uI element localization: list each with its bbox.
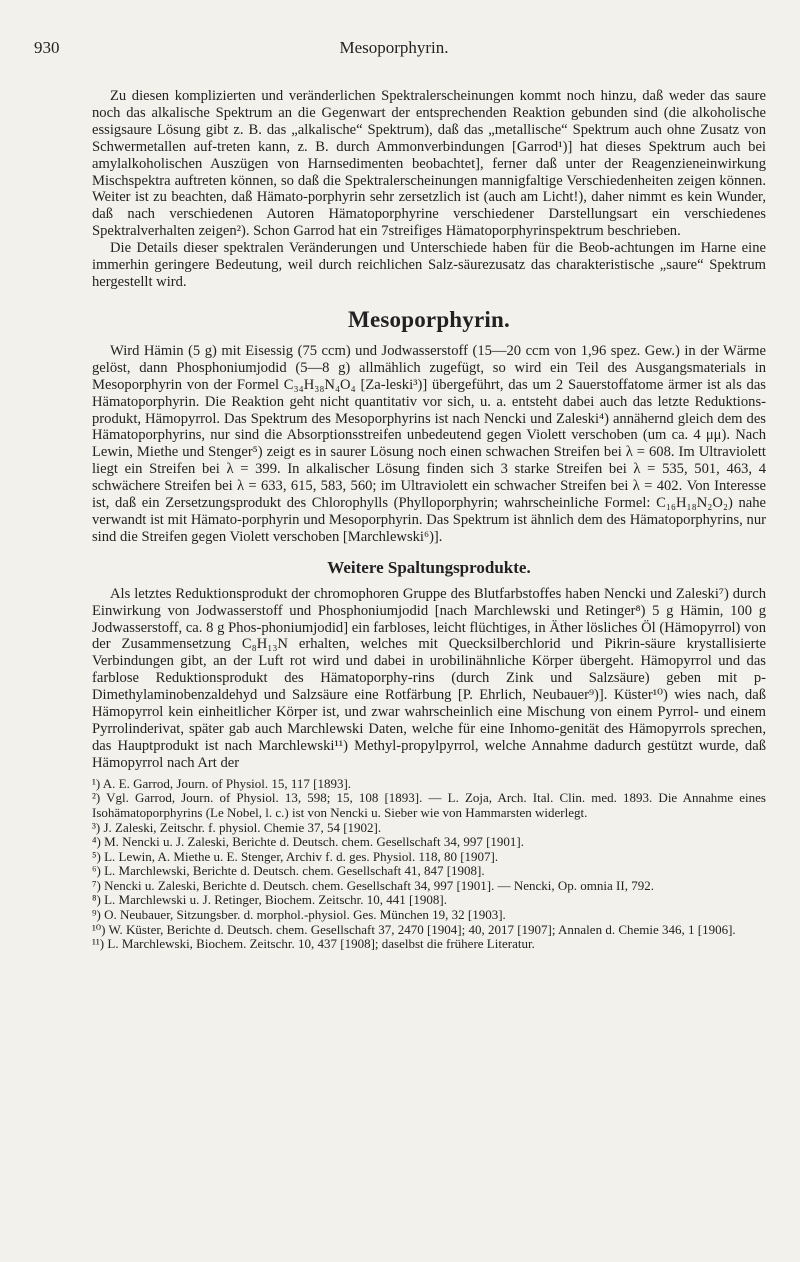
paragraph: Zu diesen komplizierten und veränderlichen Spektralerscheinungen kommt noch hinzu, daß weder das saure noch das alkalische Spektrum an die Gegenwart der entsprechenden Reaktion gebunden sind (die alkoholische essigsaure Lösung gibt z. B. das „alkalische“ Spektrum), daß das „metallische“ Spektrum auch ohne Zusatz von Schwermetallen auf-treten kann, z. B. durch Ammonverbindungen [Garrod¹)] hat dieses Spektrum auch bei amylalkoholischen Auszügen von Harnsedimenten beobachtet], ferner daß unter der Reagenzieneinwirkung Mischspektra auftreten können, so daß die Spektralerscheinungen mannigfaltige Verschiedenheiten zeigen können. Weiter ist zu beachten, daß Hämato-porphyrin sehr zersetzlich ist (auch am Licht!), daher nimmt es kein Wunder, daß nach verschiedenen Autoren Hämatoporphyrine verschiedener Darstellungsart ein verschiedenes Spektralverhalten zeigen²). Schon Garrod hat ein 7streifiges Hämatoporphyrinspektrum beschrieben. bbox=[92, 88, 766, 240]
footnote: ⁶) L. Marchlewski, Berichte d. Deutsch. chem. Gesellschaft 41, 847 [1908]. bbox=[92, 863, 485, 879]
footnote: ¹) A. E. Garrod, Journ. of Physiol. 15, 117 [1893]. bbox=[92, 775, 352, 791]
page-number: 930 bbox=[34, 38, 60, 57]
page-body bbox=[92, 88, 766, 952]
footnote: ¹⁰) W. Küster, Berichte d. Deutsch. chem. Gesellschaft 37, 2470 [1904]; 40, 2017 [1907]; Annalen d. Chemie 346, 1 [1906]. bbox=[92, 921, 736, 937]
footnote: ¹¹) L. Marchlewski, Biochem. Zeitschr. 10, 437 [1908]; daselbst die frühere Literatur. bbox=[92, 936, 535, 952]
footnote: ⁹) O. Neubauer, Sitzungsber. d. morphol.-physiol. Ges. München 19, 32 [1903]. bbox=[92, 907, 506, 923]
section-heading: Mesoporphyrin. bbox=[348, 306, 510, 332]
footnote: ⁸) L. Marchlewski u. J. Retinger, Biochem. Zeitschr. 10, 441 [1908]. bbox=[92, 892, 447, 908]
running-title: Mesoporphyrin. bbox=[339, 38, 449, 57]
footnote: ²) Vgl. Garrod, Journ. of Physiol. 13, 598; 15, 108 [1893]. — L. Zoja, Arch. Ital. Clin. med. 1893. Die Annahme eines Isohämatoporphyrins (Le Nobel, l. c.) ist von Nencki u. Sieber wie von Hammarsten widerlegt. bbox=[92, 790, 766, 820]
footnotes bbox=[92, 777, 766, 952]
page-header bbox=[34, 38, 754, 62]
footnote: ⁷) Nencki u. Zaleski, Berichte d. Deutsch. chem. Gesellschaft 34, 997 [1901]. — Nencki, Op. omnia II, 792. bbox=[92, 877, 654, 893]
footnote: ⁵) L. Lewin, A. Miethe u. E. Stenger, Archiv f. d. ges. Physiol. 118, 80 [1907]. bbox=[92, 848, 499, 864]
footnote: ⁴) M. Nencki u. J. Zaleski, Berichte d. Deutsch. chem. Gesellschaft 34, 997 [1901]. bbox=[92, 834, 524, 850]
paragraph: Als letztes Reduktionsprodukt der chromophoren Gruppe des Blutfarbstoffes haben Nencki und Zaleski⁷) durch Einwirkung von Jodwasserstoff und Phosphoniumjodid [nach Marchlewski und Retinger⁸) 5 g Hämin, 100 g Jodwasserstoff, ca. 8 g Phos-phoniumjodid] ein farbloses, leicht flüchtiges, in Äther lösliches Öl (Hämopyrrol) von der Zusammensetzung C₈H₁₃N erhalten, welches mit Quecksilberchlorid und Pikrin-säure krystallisierte Verbindungen gibt, an der Luft rot wird und dabei in urobilinähnliche Körper übergeht. Hämopyrrol und das farblose Reduktionsprodukt des Hämatoporphy-rins (durch Zink und Salzsäure) geben mit p-Dimethylaminobenzaldehyd und Salzsäure eine Rotfärbung [P. Ehrlich, Neubauer⁹)]. Küster¹⁰) wies nach, daß Hämopyrrol kein einheitlicher Körper ist, und zwar wahrscheinlich eine Mischung von einem Pyrrol- und einem Pyrrolinderivat, später gab auch Marchlewski Daten, welche für eine Inhomo-genität des Hämopyrrols sprechen, das Hauptprodukt ist nach Marchlewski¹¹) Methyl-propylpyrrol, welche Annahme dadurch gestützt wurde, daß Hämopyrrol nach Art der bbox=[92, 585, 766, 771]
paragraph: Die Details dieser spektralen Veränderungen und Unterschiede haben für die Beob-achtungen im Harne eine immerhin geringere Bedeutung, weil durch reichlichen Salz-säurezusatz das charakteristische „saure“ Spektrum hergestellt wird. bbox=[92, 240, 766, 290]
paragraph: Wird Hämin (5 g) mit Eisessig (75 ccm) und Jodwasserstoff (15—20 ccm von 1,96 spez. Gew.) in der Wärme gelöst, dann Phosphoniumjodid (5—8 g) allmählich zugefügt, so wird ein Teil des Ausgangsmaterials in Mesoporphyrin von der Formel C₃₄H₃₈N₄O₄ [Za-leski³)] übergeführt, das um 2 Sauerstoffatome ärmer ist als das Hämatoporphyrin. Die Reaktion geht nicht quantitativ vor sich, u. a. entsteht dabei auch das letzte Reduktions-produkt, Hämopyrrol. Das Spektrum des Mesoporphyrins ist nach Nencki und Zaleski⁴) annähernd gleich dem des Hämatoporphyrins, nur sind die Absorptionsstreifen unbedeutend gegen Violett verschoben (um ca. 4 μμ). Nach Lewin, Miethe und Stenger⁵) zeigt es in saurer Lösung noch einen schwachen Streifen bei λ = 608. Im Ultraviolett liegt ein Streifen bei λ = 399. In alkalischer Lösung finden sich 3 starke Streifen bei λ = 535, 501, 463, 4 schwächere Streifen bei λ = 633, 615, 583, 560; im Ultraviolett ein schwacher Streifen bei λ = 402. Von Interesse ist, daß ein Zersetzungsprodukt des Chlorophylls (Phylloporphyrin; wahrscheinliche Formel: C₁₆H₁₈N₂O₂) nahe verwandt ist mit Hämato-porphyrin und Mesoporphyrin. Das Spektrum ist ähnlich dem des Hämatoporphyrins, nur sind die Streifen gegen Violett verschoben [Marchlewski⁶)]. bbox=[92, 342, 766, 545]
footnote: ³) J. Zaleski, Zeitschr. f. physiol. Chemie 37, 54 [1902]. bbox=[92, 819, 382, 835]
section-heading: Weitere Spaltungsprodukte. bbox=[327, 557, 531, 577]
